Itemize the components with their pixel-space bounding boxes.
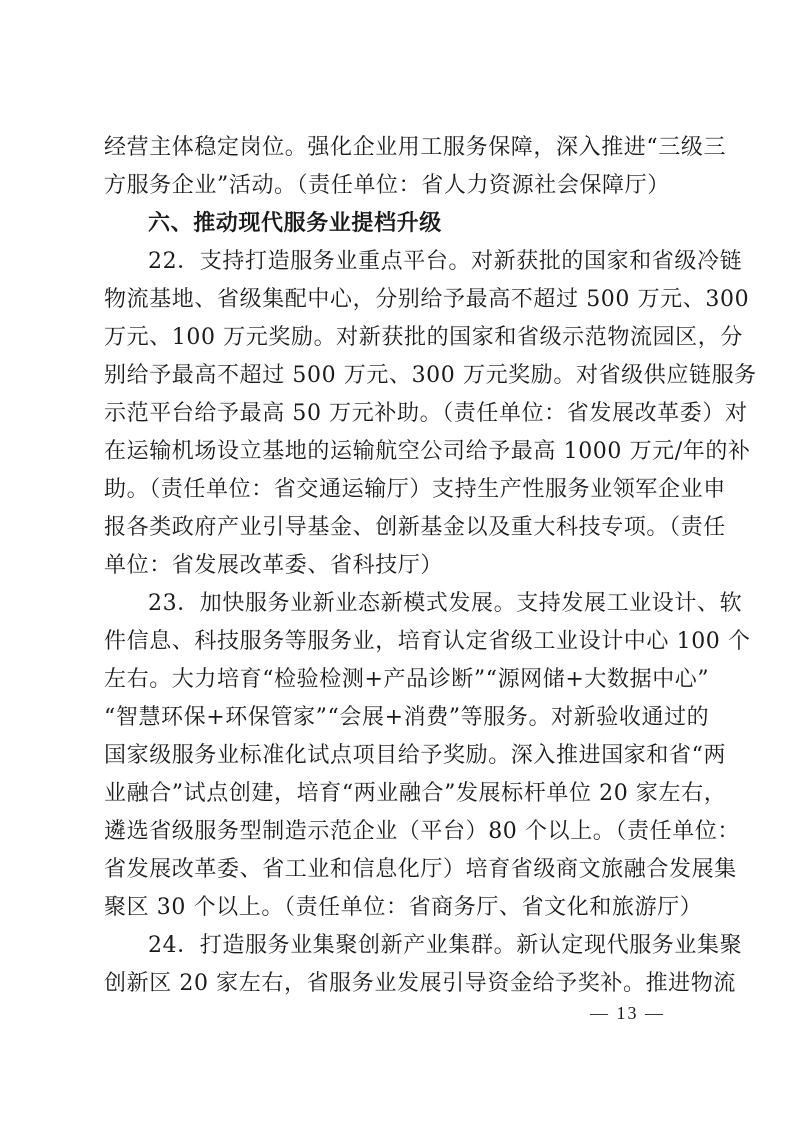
item-23-first-line: 23．加快服务业新业态新模式发展。支持发展工业设计、软 [148, 591, 743, 616]
text-line: 遴选省级服务型制造示范企业（平台）80 个以上。（责任单位： [104, 819, 740, 844]
text-line: 创新区 20 家左右，省服务业发展引导资金给予奖补。推进物流 [104, 971, 736, 996]
text-line: “智慧环保+环保管家”“会展+消费”等服务。对新验收通过的 [104, 705, 710, 730]
text-line: 经营主体稳定岗位。强化企业用工服务保障，深入推进“三级三 [104, 135, 727, 160]
text-line: 助。（责任单位：省交通运输厅）支持生产性服务业领军企业申 [104, 477, 726, 502]
text-line: 单位：省发展改革委、省科技厅） [104, 553, 444, 578]
text-line: 左右。大力培育“检验检测+产品诊断”“源网储+大数据中心” [104, 667, 710, 692]
text-line: 万元、100 万元奖励。对新获批的国家和省级示范物流园区，分 [104, 325, 743, 350]
text-line: 国家级服务业标准化试点项目给予奖励。深入推进国家和省“两 [104, 743, 727, 768]
document-body [104, 129, 757, 1003]
page-number: — 13 — [590, 1003, 665, 1023]
text-line: 聚区 30 个以上。（责任单位：省商务厅、省文化和旅游厅） [104, 895, 703, 920]
text-line: 省发展改革委、省工业和信息化厅）培育省级商文旅融合发展集 [104, 857, 737, 882]
text-line: 业融合”试点创建，培育“两业融合”发展标杆单位 20 家左右， [104, 781, 727, 806]
item-22-first-line: 22．支持打造服务业重点平台。对新获批的国家和省级冷链 [148, 249, 743, 274]
text-line: 示范平台给予最高 50 万元补助。（责任单位：省发展改革委）对 [104, 401, 748, 426]
text-line: 物流基地、省级集配中心，分别给予最高不超过 500 万元、300 [104, 287, 750, 312]
text-line: 报各类政府产业引导基金、创新基金以及重大科技专项。（责任 [104, 515, 726, 540]
text-line: 方服务企业”活动。（责任单位：省人力资源社会保障厅） [104, 173, 670, 198]
section-heading: 六、推动现代服务业提档升级 [148, 211, 442, 236]
item-24-first-line: 24．打造服务业集聚创新产业集群。新认定现代服务业集聚 [148, 933, 743, 958]
text-line: 件信息、科技服务等服务业，培育认定省级工业设计中心 100 个 [104, 629, 751, 654]
text-line: 别给予最高不超过 500 万元、300 万元奖励。对省级供应链服务 [104, 363, 757, 388]
text-line: 在运输机场设立基地的运输航空公司给予最高 1000 万元/年的补 [104, 439, 751, 464]
